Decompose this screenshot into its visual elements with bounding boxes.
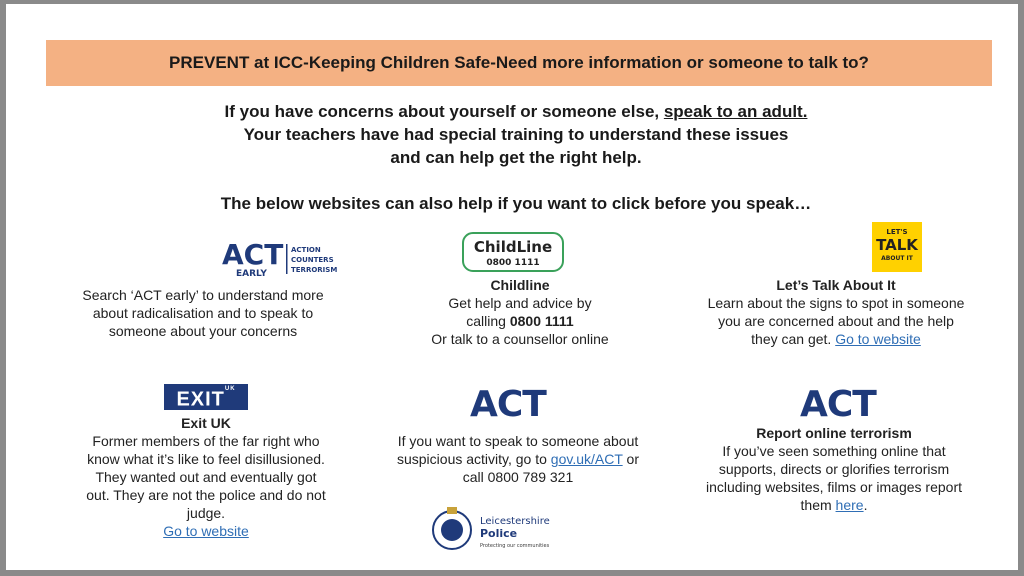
report-online-text [672, 424, 996, 514]
speak-to-adult-text: speak to an adult. [663, 102, 808, 121]
exit-uk-logo [164, 384, 248, 410]
slide [6, 4, 1018, 570]
banner [46, 40, 992, 86]
banner-title: PREVENT at ICC-Keeping Children Safe-Need more information or someone to talk to? [169, 53, 869, 72]
exit-uk-title: Exit UK [181, 415, 231, 431]
act-early-logo [220, 236, 340, 278]
childline-logo-text: ChildLine [473, 238, 553, 256]
exit-uk-website-link[interactable]: Go to website [163, 523, 249, 539]
report-here-link[interactable]: here [835, 497, 864, 513]
act-police-text [368, 432, 668, 486]
childline-text [390, 276, 650, 348]
act-police-line2: suspicious activity, go to [396, 451, 551, 467]
act-police-line3: call 0800 789 321 [462, 469, 574, 485]
police-line1: Leicestershire [480, 516, 550, 527]
report-online-line1: If you’ve seen something online that [722, 443, 946, 459]
report-online-line4: them [800, 497, 836, 513]
lets-talk-logo-line2: TALK [876, 236, 918, 254]
lets-talk-website-link[interactable]: Go to website [835, 331, 921, 347]
report-online-line4-end: . [863, 497, 868, 513]
act-early-logo-sub: EARLY [236, 269, 267, 278]
childline-line1: Get help and advice by [448, 295, 592, 311]
act-early-logo-line3: TERRORISM [291, 266, 338, 274]
childline-number: 0800 1111 [509, 313, 574, 329]
act-early-text [58, 286, 348, 340]
act-early-line2: about radicalisation and to speak to [92, 305, 314, 321]
police-line3: Protecting our communities [480, 543, 550, 549]
lets-talk-line3: they can get. [751, 331, 836, 347]
lets-talk-title: Let’s Talk About It [776, 277, 896, 293]
report-online-line2: supports, directs or glorifies terrorism [718, 461, 950, 477]
report-online-line3: including websites, films or images report [706, 479, 962, 495]
act-logo: ACT [470, 384, 546, 425]
act-police-line1: If you want to speak to someone about [397, 433, 639, 449]
lets-talk-line2: you are concerned about and the help [718, 313, 954, 329]
report-act-logo: ACT [800, 384, 876, 425]
exit-uk-line5: judge. [186, 505, 226, 521]
childline-line3: Or talk to a counsellor online [431, 331, 609, 347]
act-early-logo-line1: ACTION [291, 246, 321, 254]
lets-talk-logo [872, 222, 922, 272]
lets-talk-text [676, 276, 996, 348]
exit-uk-line3: They wanted out and eventually got [95, 469, 317, 485]
childline-title: Childline [490, 277, 550, 293]
intro-line2: Your teachers have had special training to understand these issues [243, 125, 789, 144]
act-police-line2-end: or [622, 451, 639, 467]
exit-uk-line2: know what it’s like to feel disillusioned. [87, 451, 325, 467]
exit-uk-logo-text: EXIT [176, 388, 225, 411]
act-early-logo-main: ACT [222, 238, 284, 271]
exit-uk-line4: out. They are not the police and do not [86, 487, 326, 503]
act-early-line1: Search ‘ACT early’ to understand more [82, 287, 324, 303]
intro-line3: and can help get the right help. [390, 148, 642, 167]
report-online-title: Report online terrorism [756, 425, 912, 441]
childline-logo-number: 0800 1111 [486, 258, 540, 268]
exit-uk-text [58, 414, 354, 540]
intro-line1: If you have concerns about yourself or someone else, [224, 102, 664, 121]
act-early-line3: someone about your concerns [108, 323, 298, 339]
police-line2: Police [480, 527, 518, 540]
exit-uk-line1: Former members of the far right who [92, 433, 320, 449]
exit-uk-logo-sup: UK [224, 386, 236, 392]
act-early-logo-line2: COUNTERS [291, 256, 334, 264]
childline-line2: calling [466, 313, 510, 329]
leicestershire-police-logo [430, 504, 570, 554]
gov-uk-act-link[interactable]: gov.uk/ACT [550, 451, 623, 467]
intro-text [106, 100, 926, 169]
lets-talk-logo-line3: ABOUT IT [881, 255, 913, 262]
lets-talk-logo-line1: LET'S [886, 228, 908, 236]
websites-heading: The below websites can also help if you want to click before you speak… [220, 194, 812, 213]
childline-logo [462, 232, 564, 272]
lets-talk-line1: Learn about the signs to spot in someone [707, 295, 965, 311]
